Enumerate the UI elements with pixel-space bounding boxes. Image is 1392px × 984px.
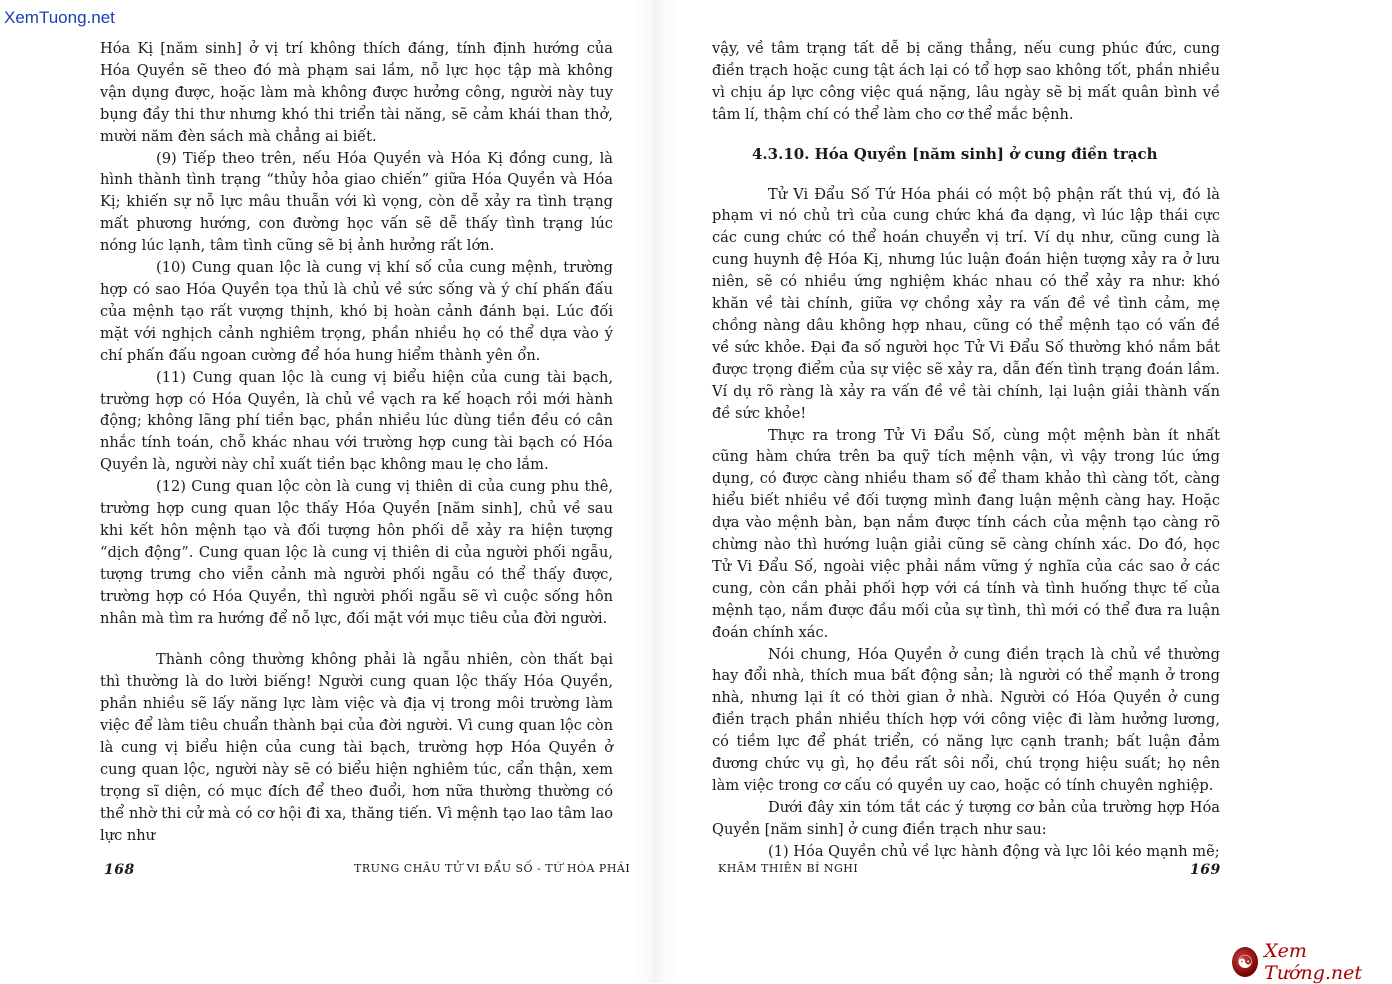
paragraph: Tử Vi Đẩu Số Tứ Hóa phái có một bộ phận rất thú vị, đó là phạm vi nó chủ trì của cung chức khá đa dạng, vì lúc lập thái cực các cung chức có thể hoán chuyển vị trí. Ví dụ như, cũng cung là cung huynh đệ Hóa Kị, nhưng lúc luận đoán hiện tượng xảy ra ở lưu niên, sẽ có nhiều ứng nghiệm khác nhau có thể xảy ra như: khó khăn về tài chính, giữa vợ chồng xảy ra vấn đề về tình cảm, mẹ chồng nàng dâu không hợp nhau, cũng có thể mệnh tạo có vấn đề về sức khỏe. Đại đa số người học Tử Vi Đẩu Số thường khó nắm bắt được trọng điểm của sự việc sẽ xảy ra, dẫn đến tình trạng đoán lầm. Ví dụ rõ ràng là xảy ra vấn đề về tài chính, lại luận giải thành vấn đề sức khỏe!: [712, 185, 1220, 422]
paragraph: (1) Hóa Quyền chủ về lực hành động và lực lôi kéo mạnh mẽ;: [768, 842, 1220, 860]
paragraph: vậy, về tâm trạng tất dễ bị căng thẳng, nếu cung phúc đức, cung điền trạch hoặc cung tật ách lại có tổ hợp sao không tốt, phần nhiều vì chịu áp lực công việc quá nặng, lâu ngày sẽ bị mất quân bình về tâm lí, thậm chí có thể làm cho cơ thể mắc bệnh.: [712, 40, 1220, 123]
right-running-title: KHÂM THIÊN BÍ NGHI: [718, 862, 859, 875]
book-spine: [630, 0, 680, 983]
left-page: [100, 38, 613, 938]
paragraph: Hóa Kị [năm sinh] ở vị trí không thích đáng, tính định hướng của Hóa Quyền sẽ theo đó mà phạm sai lầm, nỗ lực học tập mà không vận dụng được, hoặc làm mà không được hưởng công, người này tuy bụng đầy thi thư nhưng khó thi triển tài năng, sẽ cảm khái than thở, mười năm đèn sách mà chẳng ai biết.: [100, 40, 613, 145]
left-running-title: TRUNG CHÂU TỬ VI ĐẨU SỐ - TỨ HÓA PHÁI: [354, 862, 631, 875]
logo-text: Xem Tướng.net: [1264, 940, 1363, 984]
paragraph: Thành công thường không phải là ngẫu nhiên, còn thất bại thì thường là do lười biếng! Người cung quan lộc thấy Hóa Quyền, phần nhiều sẽ lấy năng lực làm việc và địa vị trong môi trường làm việc để làm tiêu chuẩn thành bại của đời người. Vì cung quan lộc còn là cung vị biểu hiện của cung tài bạch, trường hợp Hóa Quyền ở cung quan lộc, người này sẽ có biểu hiện nghiêm túc, cẩn thận, xem trọng sĩ diện, có mục đích để theo đuổi, hơn nữa thường thường có thể nhờ thi cử mà có cơ hội đi xa, thăng tiến. Vì mệnh tạo lao tâm lao lực như: [100, 651, 613, 844]
paragraph: Thực ra trong Tử Vi Đẩu Số, cùng một mệnh bàn ít nhất cũng hàm chứa trên ba quỹ tích mệnh vận, vì vậy trong lúc ứng dụng, có được càng nhiều tham số để tham khảo thì càng tốt, càng hiểu biết nhiều về đối tượng mình đang luận mệnh càng hay. Hoặc dựa vào mệnh bàn, bạn nắm được tính cách của mệnh tạo càng rõ chừng nào thì hướng luận giải cũng sẽ càng chính xác. Do đó, học Tử Vi Đẩu Số, ngoài việc phải nắm vững ý nghĩa của các sao ở các cung, còn cần phải phối hợp với cá tính và tình huống thực tế của mệnh tạo, nắm được đầu mối của sự tình, thì mới có thể đưa ra luận đoán chính xác.: [712, 426, 1220, 641]
paragraph: Dưới đây xin tóm tắt các ý tượng cơ bản của trường hợp Hóa Quyền [năm sinh] ở cung điền trạch như sau:: [712, 798, 1220, 838]
section-heading: 4.3.10. Hóa Quyền [năm sinh] ở cung điền trạch: [752, 144, 1158, 163]
right-page-number: 169: [1190, 862, 1221, 878]
left-page-number: 168: [104, 862, 135, 878]
site-watermark: XemTuong.net: [4, 8, 115, 27]
yin-yang-icon: ☯: [1232, 947, 1258, 977]
paragraph: Nói chung, Hóa Quyền ở cung điền trạch là chủ về thường hay đổi nhà, thích mua bất động sản; là người có thể mạnh ở trong nhà, nhưng lại ít có thời gian ở nhà. Người có Hóa Quyền ở cung điền trạch phần nhiều thích hợp với công việc đi làm hưởng lương, có tiềm lực để phát triển, có năng lực cạnh tranh; bất luận đảm đương chức vụ gì, họ đều rất sôi nổi, chú trọng hiệu suất; họ nên làm việc trong cơ cấu có quyền uy cao, hoặc có tính chuyên nghiệp.: [712, 645, 1220, 794]
paragraph-gap: [100, 629, 613, 649]
paragraph: (12) Cung quan lộc còn là cung vị thiên di của cung phu thê, trường hợp cung quan lộc thấy Hóa Quyền [năm sinh], chủ về sau khi kết hôn mệnh tạo và đối tượng hôn phối dễ xảy ra hiện tượng “dịch động”. Cung quan lộc là cung vị thiên di của người phối ngẫu, tượng trưng cho viễn cảnh mà người phối ngẫu có thể thấy được, trường hợp có Hóa Quyền, thì người phối ngẫu sẽ vì cuộc sống hôn nhân mà tìm ra hướng để nỗ lực, đối mặt với mục tiêu của đời người.: [100, 478, 613, 627]
site-logo[interactable]: [1232, 940, 1392, 984]
paragraph: (10) Cung quan lộc là cung vị khí số của cung mệnh, trường hợp có sao Hóa Quyền tọa thủ là chủ về sức sống và ý chí phấn đấu của mệnh tạo rất vượng thịnh, khó bị hoàn cảnh đánh bại. Lúc đối mặt với nghịch cảnh nghiêm trọng, phần nhiều họ có thể dựa vào ý chí phấn đấu ngoan cường để hóa hung hiểm thành yên ổn.: [100, 259, 613, 364]
right-page: [712, 38, 1220, 938]
paragraph: (11) Cung quan lộc là cung vị biểu hiện của cung tài bạch, trường hợp có Hóa Quyền, là chủ về vạch ra kế hoạch rồi mới hành động; không lãng phí tiền bạc, phần nhiều lúc dùng tiền đều có cân nhắc tính toán, chỗ khác nhau với trường hợp cung tài bạch có Hóa Quyền là, người này chỉ xuất tiền bạc không mau lẹ cho lắm.: [100, 368, 613, 474]
paragraph: (9) Tiếp theo trên, nếu Hóa Quyền và Hóa Kị đồng cung, là hình thành tình trạng “thủy hỏa giao chiến” giữa Hóa Quyền và Hóa Kị; khiến sự nỗ lực mâu thuẫn với kì vọng, còn dễ xảy ra tình trạng mất phương hướng, con đường học vấn sẽ dễ thấy tình trạng lúc nóng lúc lạnh, tâm tình cũng sẽ bị ảnh hưởng rất lớn.: [100, 149, 613, 255]
